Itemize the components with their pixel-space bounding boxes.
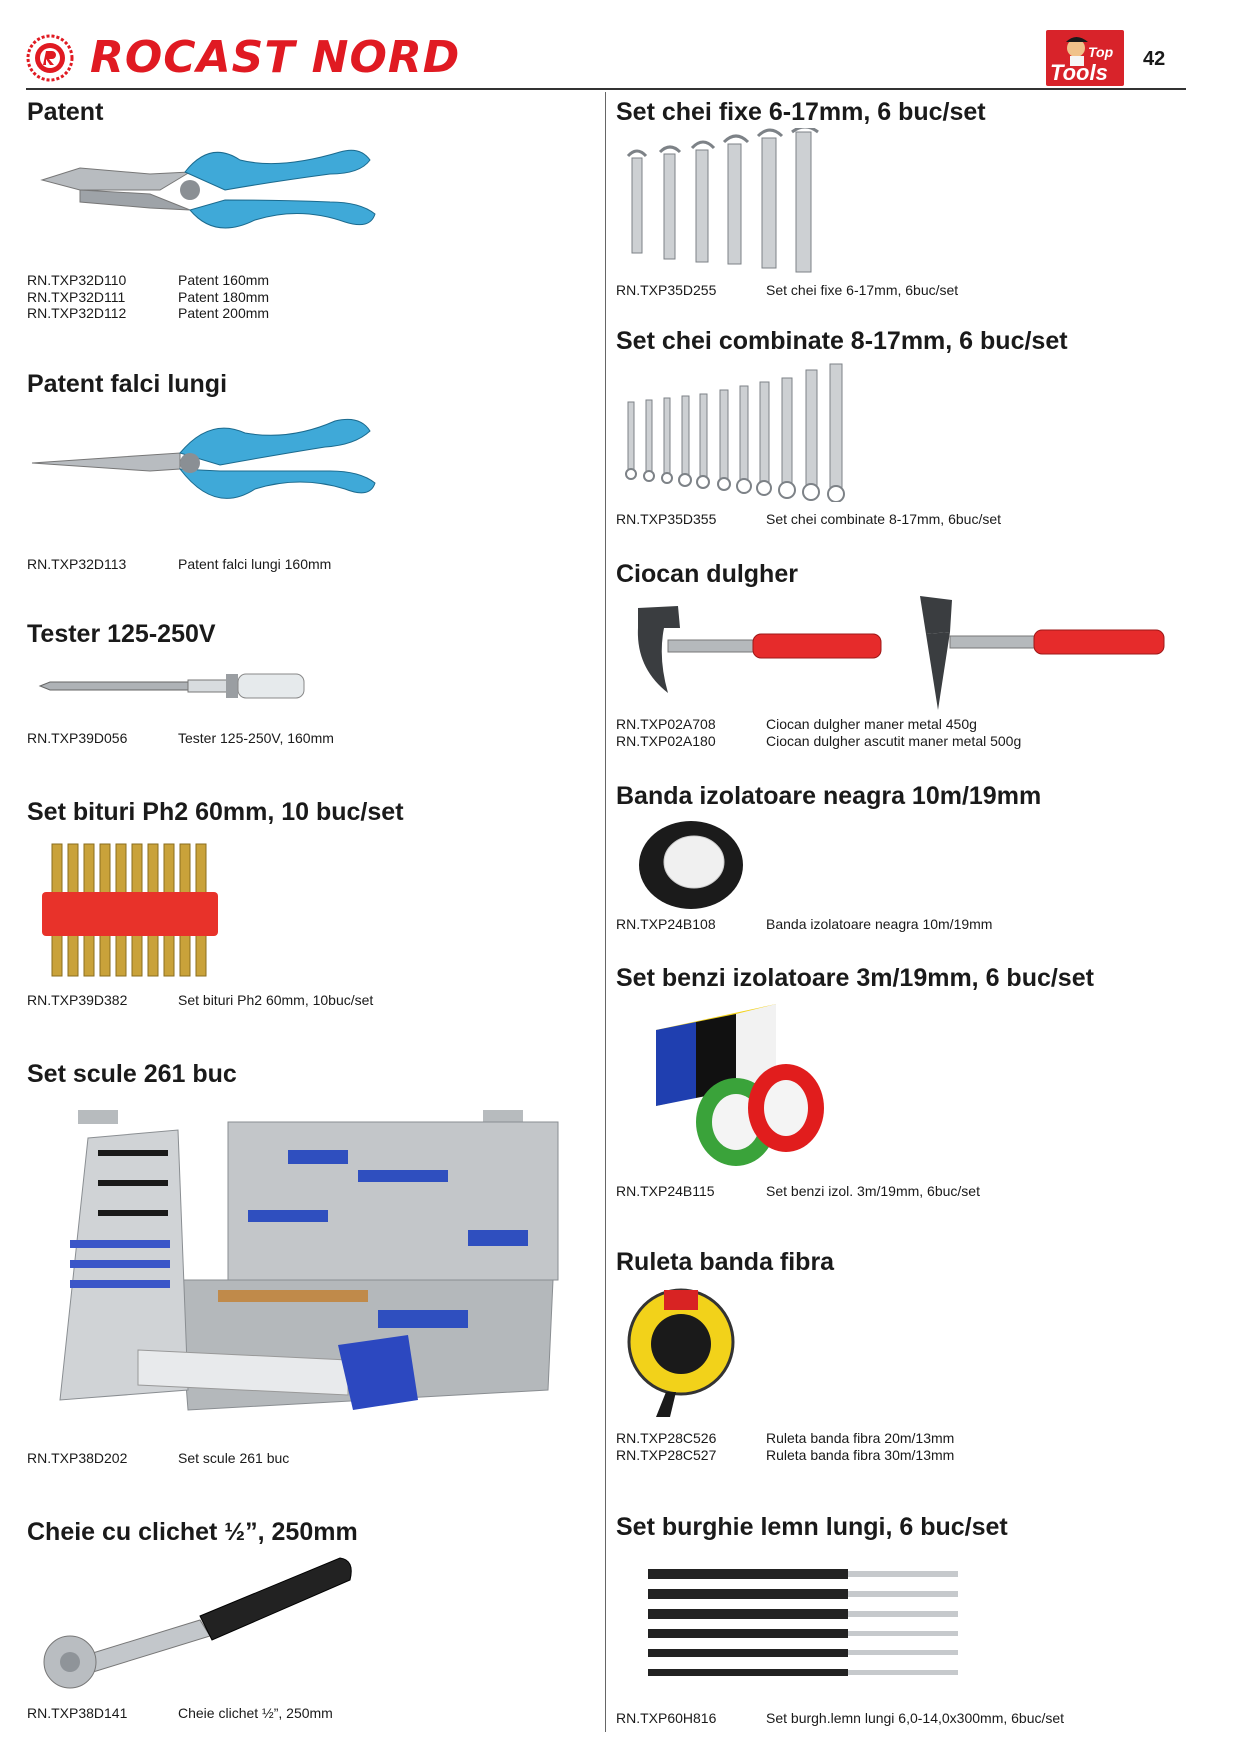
- product-description: Patent 200mm: [178, 305, 270, 321]
- product-description: Ruleta banda fibra 30m/13mm: [766, 1446, 955, 1463]
- combination-wrench-set-image: [620, 362, 850, 502]
- section-title: Ciocan dulgher: [616, 560, 798, 588]
- product-codes: [27, 730, 127, 747]
- roofing-hammer-image: [912, 592, 1167, 712]
- product-code: RN.TXP32D113: [27, 556, 127, 572]
- product-descriptions: [766, 282, 958, 299]
- product-code: RN.TXP32D111: [27, 288, 126, 305]
- tape-set-image: [636, 1000, 836, 1170]
- product-code: RN.TXP60H816: [616, 1710, 717, 1726]
- page-number: 42: [1143, 48, 1166, 70]
- header-rule: [26, 88, 1186, 90]
- brand-name: ROCAST NORD: [90, 32, 461, 83]
- product-descriptions: [766, 916, 992, 933]
- column-divider: [605, 92, 606, 1732]
- product-description: Patent 180mm: [178, 288, 270, 305]
- brand-logo-icon: [26, 34, 74, 82]
- product-codes: [616, 716, 716, 749]
- product-descriptions: [178, 1450, 289, 1467]
- product-code: RN.TXP39D382: [27, 992, 128, 1008]
- product-description: Patent falci lungi 160mm: [178, 556, 332, 572]
- section-title: Set bituri Ph2 60mm, 10 buc/set: [27, 798, 404, 826]
- product-code: RN.TXP35D255: [616, 282, 717, 298]
- product-description: Set burgh.lemn lungi 6,0-14,0x300mm, 6buc/set: [766, 1710, 1065, 1726]
- product-descriptions: [766, 716, 1021, 749]
- product-descriptions: [178, 730, 334, 747]
- section-title: Set scule 261 buc: [27, 1060, 237, 1088]
- product-code: RN.TXP38D202: [27, 1450, 128, 1466]
- section-title: Set benzi izolatoare 3m/19mm, 6 buc/set: [616, 964, 1094, 992]
- section-title: Tester 125-250V: [27, 620, 216, 648]
- product-code: RN.TXP28C526: [616, 1430, 717, 1446]
- product-codes: [27, 556, 126, 573]
- product-codes: [616, 1183, 715, 1200]
- product-description: Ciocan dulgher ascutit maner metal 500g: [766, 732, 1022, 749]
- product-description: Banda izolatoare neagra 10m/19mm: [766, 916, 993, 932]
- product-description: Set bituri Ph2 60mm, 10buc/set: [178, 992, 374, 1008]
- pliers-image: [40, 130, 380, 250]
- product-description: Ciocan dulgher maner metal 450g: [766, 716, 977, 732]
- product-description: Set chei combinate 8-17mm, 6buc/set: [766, 511, 1002, 527]
- long-nose-pliers-image: [30, 405, 380, 525]
- product-code: RN.TXP24B108: [616, 916, 716, 932]
- bit-set-image: [40, 842, 220, 978]
- product-code: RN.TXP32D112: [27, 305, 127, 321]
- section-title: Set burghie lemn lungi, 6 buc/set: [616, 1513, 1008, 1541]
- product-descriptions: [178, 556, 331, 573]
- product-code: RN.TXP39D056: [27, 730, 128, 746]
- product-description: Set benzi izol. 3m/19mm, 6buc/set: [766, 1183, 980, 1199]
- product-codes: [616, 916, 716, 933]
- product-description: Set scule 261 buc: [178, 1450, 290, 1466]
- tool-kit-image: [48, 1110, 563, 1440]
- section-title: Ruleta banda fibra: [616, 1248, 835, 1276]
- product-descriptions: [178, 272, 269, 322]
- product-descriptions: [766, 511, 1001, 528]
- product-codes: [616, 282, 716, 299]
- product-code: RN.TXP35D355: [616, 511, 717, 527]
- product-description: Ruleta banda fibra 20m/13mm: [766, 1430, 955, 1446]
- product-code: RN.TXP02A708: [616, 716, 716, 732]
- product-descriptions: [178, 992, 373, 1009]
- section-title: Patent: [27, 98, 104, 126]
- product-descriptions: [178, 1705, 333, 1722]
- product-description: Tester 125-250V, 160mm: [178, 730, 334, 746]
- section-title: Set chei fixe 6-17mm, 6 buc/set: [616, 98, 986, 126]
- section-title: Set chei combinate 8-17mm, 6 buc/set: [616, 327, 1068, 355]
- badge-top-text: Top: [1088, 44, 1114, 60]
- product-code: RN.TXP28C527: [616, 1446, 717, 1463]
- badge-bottom-text: Tools: [1050, 60, 1108, 85]
- product-code: RN.TXP38D141: [27, 1705, 128, 1721]
- section-title: Cheie cu clichet ½”, 250mm: [27, 1518, 358, 1546]
- product-codes: [27, 1705, 127, 1722]
- black-tape-image: [636, 818, 746, 912]
- wood-drill-bits-image: [644, 1565, 964, 1689]
- product-code: RN.TXP02A180: [616, 732, 716, 749]
- section-title: Banda izolatoare neagra 10m/19mm: [616, 782, 1042, 810]
- product-code: RN.TXP32D110: [27, 272, 127, 288]
- product-descriptions: [766, 1710, 1064, 1727]
- ratchet-wrench-image: [40, 1550, 360, 1690]
- product-description: Set chei fixe 6-17mm, 6buc/set: [766, 282, 959, 298]
- product-descriptions: [766, 1430, 954, 1463]
- product-codes: [27, 992, 127, 1009]
- product-codes: [616, 1710, 716, 1727]
- product-codes: [27, 272, 126, 322]
- product-codes: [616, 1430, 716, 1463]
- top-tools-badge: [1046, 30, 1124, 86]
- section-title: Patent falci lungi: [27, 370, 228, 398]
- fiber-tape-measure-image: [626, 1282, 746, 1422]
- open-end-wrench-set-image: [620, 128, 830, 278]
- product-description: Cheie clichet ½”, 250mm: [178, 1705, 333, 1721]
- claw-hammer-image: [628, 598, 883, 708]
- product-codes: [27, 1450, 127, 1467]
- product-description: Patent 160mm: [178, 272, 270, 288]
- product-codes: [616, 511, 716, 528]
- voltage-tester-image: [38, 668, 308, 704]
- product-descriptions: [766, 1183, 980, 1200]
- product-code: RN.TXP24B115: [616, 1183, 715, 1199]
